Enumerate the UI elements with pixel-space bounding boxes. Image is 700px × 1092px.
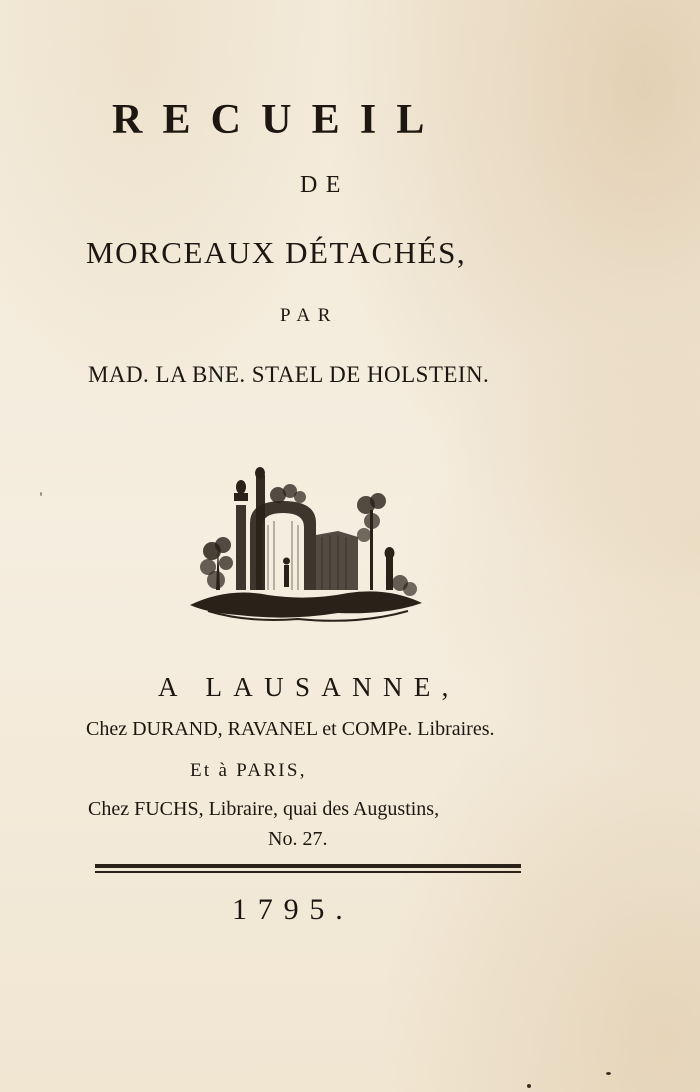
publisher-line-3: Chez FUCHS, Libraire, quai des Augustins, [88, 798, 440, 820]
publication-city: A LAUSANNE, [158, 672, 460, 702]
title-connector: DE [300, 172, 349, 198]
rule-thick [95, 864, 521, 868]
author-name: MAD. LA BNE. STAEL DE HOLSTEIN. [88, 362, 490, 387]
ruined-arch-landscape-engraving-icon [188, 465, 424, 625]
publisher-line-4: No. 27. [268, 828, 328, 850]
by-line: PAR [280, 305, 339, 326]
book-subtitle: MORCEAUX DÉTACHÉS, [86, 235, 467, 270]
ink-speck [606, 1072, 611, 1075]
ink-speck [527, 1084, 531, 1088]
publisher-line-2: Et à PARIS, [190, 760, 307, 781]
ink-speck [40, 492, 42, 496]
rule-thin [95, 871, 521, 873]
book-title: RECUEIL [112, 97, 445, 143]
double-rule-divider [95, 864, 521, 873]
publication-year: 1795. [232, 893, 354, 926]
publisher-line-1: Chez DURAND, RAVANEL et COMPe. Libraires. [86, 718, 495, 740]
